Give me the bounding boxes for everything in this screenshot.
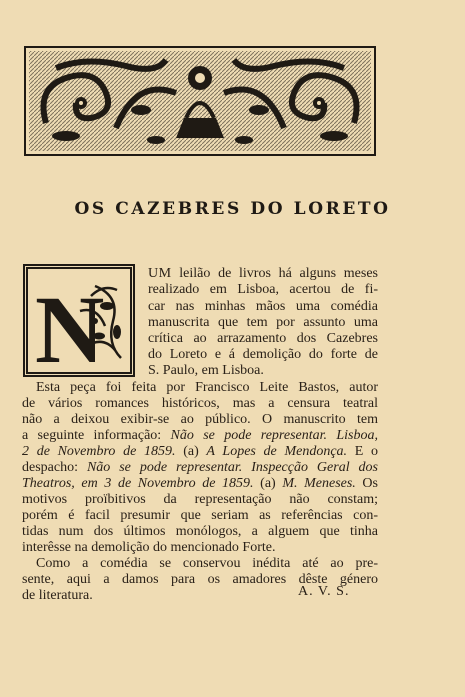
page-title: OS CAZEBRES DO LORETO (74, 199, 391, 219)
lead-word: UM (148, 266, 172, 281)
drop-cap-ornament-icon (25, 266, 133, 375)
paragraph-line: S. Paulo, em Lisboa. (148, 363, 264, 378)
paragraph-line: Esta peça foi feita por Francisco Leite Bastos, autor (36, 380, 378, 395)
author-signature: A. V. S. (298, 584, 350, 599)
paragraph-line: Theatros, em 3 de Novembro de 1859. (a) M. Meneses. Os (22, 476, 378, 491)
paragraph-line: manuscrita que tem por assunto uma (148, 315, 378, 330)
paragraph-line: do Loreto e á demolição do forte de (148, 347, 378, 362)
paragraph-line: realizado em Lisboa, acertou de fi- (148, 282, 378, 297)
paragraph-line: de literatura. (22, 588, 93, 603)
paragraph-line: motivos proïbitivos da representação não constam; (22, 492, 378, 507)
paragraph-line: UM leilão de livros há alguns meses (148, 266, 378, 281)
paragraph-line: de vários romances históricos, mas a censura teatral (22, 396, 378, 411)
scroll-ornament-icon (26, 48, 374, 154)
paragraph-line: despacho: Não se pode representar. Inspecção Geral dos (22, 460, 378, 475)
paragraph-line: car nas minhas mãos uma comédia (148, 299, 378, 314)
paragraph-line: 2 de Novembro de 1859. (a) A Lopes de Mendonça. E o (22, 444, 378, 459)
drop-cap-letter: N (35, 276, 105, 375)
paragraph-line: não a deixou exibir-se ao público. O manuscrito tem (22, 412, 378, 427)
paragraph-line: a seguinte informação: Não se pode representar. Lisboa, (22, 428, 378, 443)
paragraph-line: porém é facil presumir que seriam as referências con- (22, 508, 378, 523)
ornamental-headpiece (24, 46, 376, 156)
paragraph-line: interêsse na demolição do mencionado Forte. (22, 540, 276, 555)
drop-cap (23, 264, 135, 377)
paragraph-line: Como a comédia se conservou inédita até ao pre- (36, 556, 378, 571)
paragraph-line: sente, aqui a damos para os amadores dêste género (22, 572, 378, 587)
paragraph-line: tidas num dos últimos monólogos, a alguem que tinha (22, 524, 378, 539)
paragraph-line: crítica ao arrazamento dos Cazebres (148, 331, 378, 346)
